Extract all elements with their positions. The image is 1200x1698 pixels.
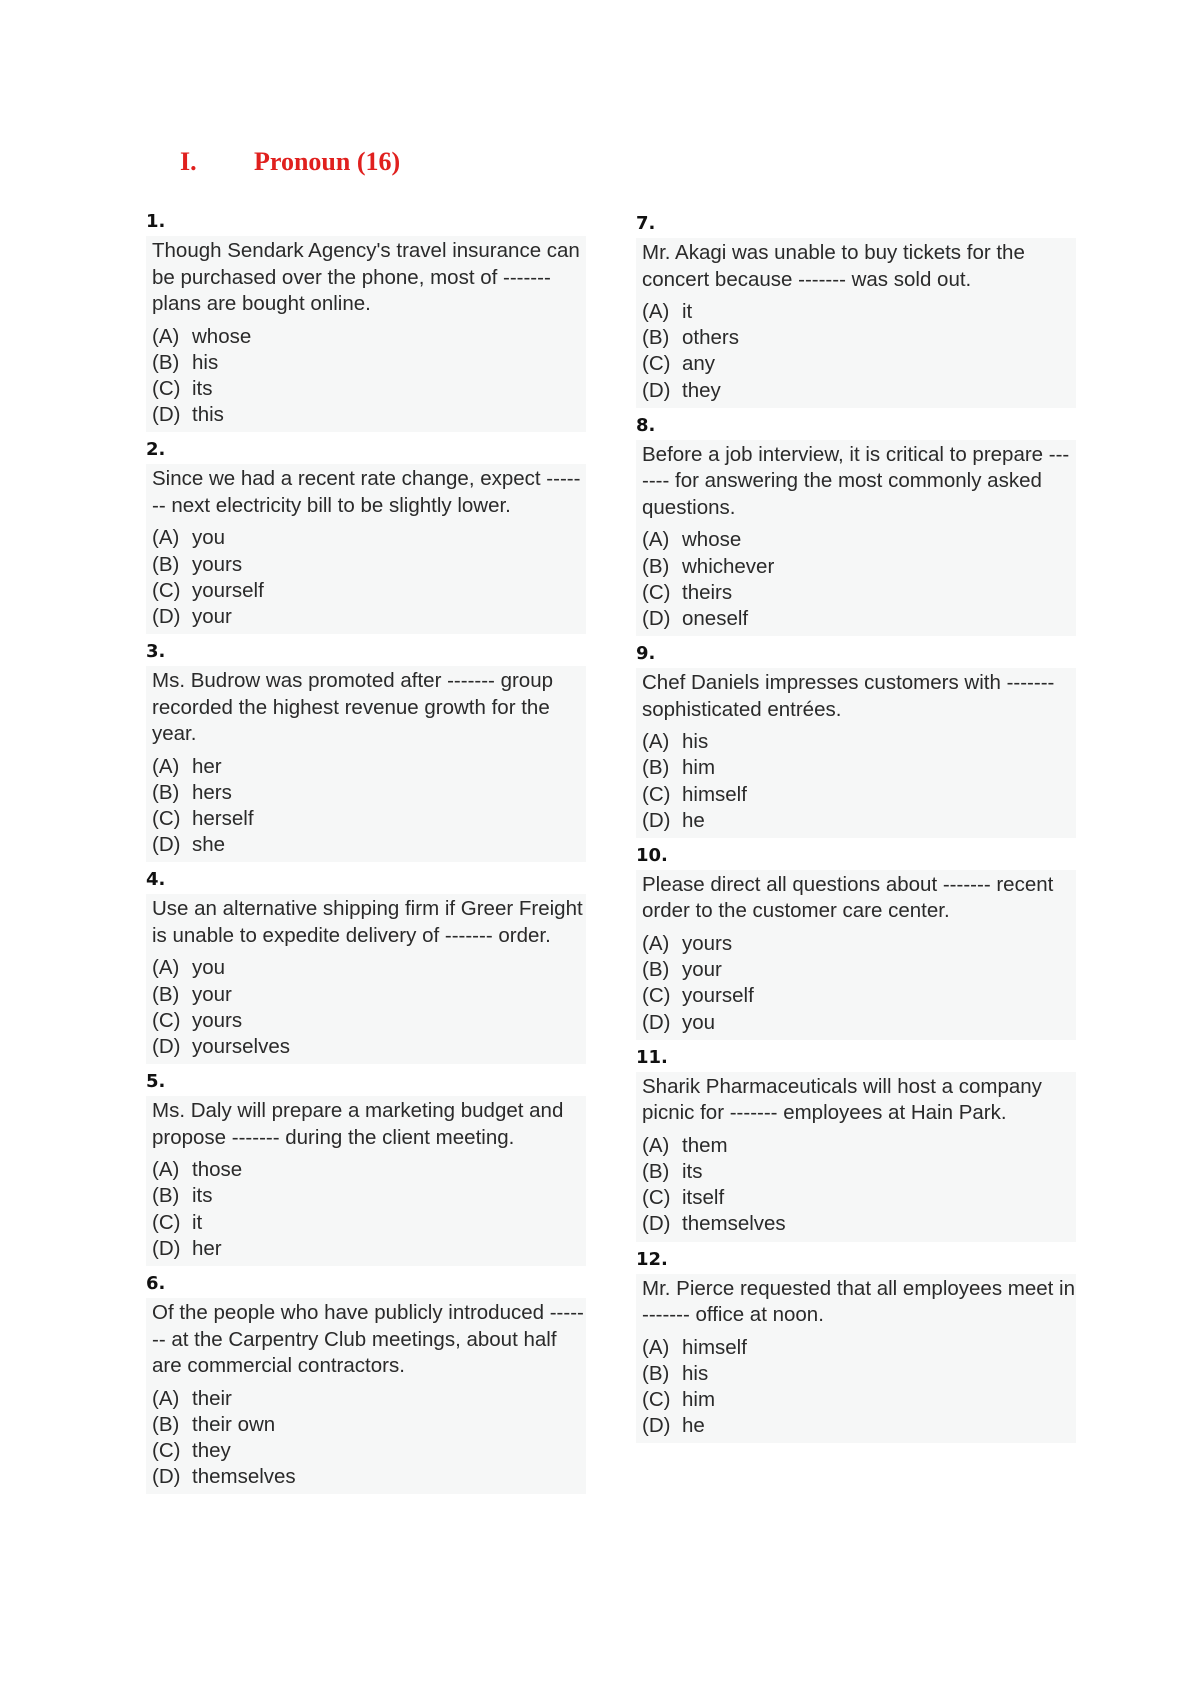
question-number: 3. xyxy=(146,641,166,663)
option-letter: (C) xyxy=(642,580,671,604)
answer-option xyxy=(152,955,586,981)
answer-option xyxy=(642,729,1076,755)
answer-option xyxy=(642,580,1076,606)
option-letter: (A) xyxy=(642,1335,670,1359)
question-number: 7. xyxy=(636,213,656,234)
answer-option xyxy=(152,1386,586,1412)
answer-option xyxy=(152,1034,586,1060)
question-box xyxy=(636,870,1076,1040)
option-letter: (B) xyxy=(642,1159,670,1183)
answer-option xyxy=(152,1157,586,1183)
question-number: 8. xyxy=(636,414,656,436)
question-11 xyxy=(636,1046,1076,1248)
option-letter: (B) xyxy=(642,958,670,982)
question-box xyxy=(636,668,1076,838)
option-text: it xyxy=(192,1210,203,1234)
question-stem: Ms. Daly will prepare a marketing budget and propose ------- during the client meeting. xyxy=(152,1099,564,1149)
answer-option xyxy=(642,1413,1076,1439)
section-number: I. xyxy=(180,147,197,176)
option-letter: (B) xyxy=(642,756,670,780)
option-text: him xyxy=(682,756,716,780)
answer-option xyxy=(152,1236,586,1262)
option-text: himself xyxy=(682,782,747,806)
question-number: 12. xyxy=(636,1248,668,1270)
section-title: Pronoun (16) xyxy=(254,147,401,176)
question-stem: Before a job interview, it is critical to prepare ------- for answering the most commonly asked questions. xyxy=(642,442,1070,519)
question-stem: Mr. Akagi was unable to buy tickets for the concert because ------- was sold out. xyxy=(642,241,1025,291)
answer-option xyxy=(152,1008,586,1034)
option-text: its xyxy=(192,1184,213,1208)
option-letter: (A) xyxy=(152,526,180,550)
answer-option xyxy=(152,324,586,350)
option-letter: (C) xyxy=(152,578,181,602)
option-text: this xyxy=(192,403,224,427)
option-text: them xyxy=(682,1133,728,1157)
question-box xyxy=(146,666,586,862)
answer-option xyxy=(642,1159,1076,1185)
option-letter: (D) xyxy=(642,1010,671,1034)
question-number: 10. xyxy=(636,844,668,866)
answer-option xyxy=(152,832,586,858)
option-text: their own xyxy=(192,1412,276,1436)
option-letter: (D) xyxy=(642,808,671,832)
question-box xyxy=(636,238,1076,408)
option-letter: (B) xyxy=(152,780,180,804)
question-number: 5. xyxy=(146,1071,166,1093)
option-text: yours xyxy=(192,1008,243,1032)
option-text: she xyxy=(192,833,226,857)
option-letter: (D) xyxy=(642,1212,671,1236)
option-letter: (D) xyxy=(152,833,181,857)
option-letter: (B) xyxy=(152,350,180,374)
question-stem: Ms. Budrow was promoted after ------- group recorded the highest revenue growth for the year. xyxy=(152,669,554,746)
option-letter: (D) xyxy=(152,604,181,628)
question-8 xyxy=(636,414,1076,642)
question-number: 2. xyxy=(146,439,166,461)
option-text: yourself xyxy=(682,984,754,1008)
option-text: its xyxy=(682,1159,703,1183)
option-letter: (B) xyxy=(642,326,670,350)
question-stem: Mr. Pierce requested that all employees meet in ------- office at noon. xyxy=(642,1276,1075,1327)
answer-option xyxy=(152,376,586,402)
answer-option xyxy=(642,755,1076,781)
question-1 xyxy=(146,210,586,438)
answer-option xyxy=(152,578,586,604)
section-heading xyxy=(180,147,400,177)
option-letter: (A) xyxy=(642,528,670,552)
option-text: any xyxy=(682,352,716,376)
answer-option xyxy=(642,957,1076,983)
question-number: 11. xyxy=(636,1046,668,1068)
option-text: you xyxy=(192,526,226,550)
option-letter: (A) xyxy=(152,956,180,980)
option-text: your xyxy=(192,604,232,628)
option-letter: (C) xyxy=(152,1008,181,1032)
option-text: herself xyxy=(192,807,254,831)
answer-option xyxy=(152,754,586,780)
option-letter: (B) xyxy=(642,1361,670,1385)
option-letter: (A) xyxy=(152,1386,180,1410)
right-column xyxy=(636,212,1076,1449)
answer-option xyxy=(642,325,1076,351)
answer-option xyxy=(152,525,586,551)
option-text: those xyxy=(192,1158,243,1182)
question-2 xyxy=(146,438,586,640)
question-stem: Of the people who have publicly introduced ------- at the Carpentry Club meetings, about half are commercial contractors. xyxy=(152,1301,584,1378)
question-7 xyxy=(636,212,1076,414)
option-letter: (C) xyxy=(152,807,181,831)
question-5 xyxy=(146,1070,586,1272)
answer-option xyxy=(642,606,1076,632)
option-letter: (A) xyxy=(152,1158,180,1182)
answer-option xyxy=(642,782,1076,808)
option-text: themselves xyxy=(192,1465,296,1489)
option-text: your xyxy=(682,958,722,982)
answer-option xyxy=(642,1185,1076,1211)
option-text: whose xyxy=(682,528,742,552)
question-stem: Please direct all questions about ------- recent order to the customer care center. xyxy=(642,872,1054,923)
option-letter: (A) xyxy=(642,730,670,754)
option-text: her xyxy=(192,1236,222,1260)
question-stem: Sharik Pharmaceuticals will host a company picnic for ------- employees at Hain Park. xyxy=(642,1074,1042,1125)
option-letter: (A) xyxy=(642,1133,670,1157)
option-letter: (A) xyxy=(152,324,180,348)
option-letter: (C) xyxy=(642,1387,671,1411)
option-text: his xyxy=(682,1361,709,1385)
option-letter: (D) xyxy=(642,1414,671,1438)
option-text: it xyxy=(682,300,693,323)
option-text: yourself xyxy=(192,578,264,602)
option-text: itself xyxy=(682,1186,725,1210)
option-text: his xyxy=(682,730,709,754)
answer-option xyxy=(642,351,1076,377)
option-text: he xyxy=(682,808,705,832)
answer-option xyxy=(642,931,1076,957)
option-text: its xyxy=(192,376,213,400)
option-letter: (D) xyxy=(152,403,181,427)
answer-option xyxy=(642,554,1076,580)
option-text: oneself xyxy=(682,606,749,630)
option-text: they xyxy=(682,378,721,402)
option-text: her xyxy=(192,754,222,778)
answer-option xyxy=(642,527,1076,553)
question-stem: Use an alternative shipping firm if Greer Freight is unable to expedite delivery of ------- order. xyxy=(152,897,583,947)
question-9 xyxy=(636,642,1076,844)
answer-option xyxy=(152,402,586,428)
question-box xyxy=(146,1298,586,1494)
option-letter: (B) xyxy=(152,552,180,576)
option-letter: (C) xyxy=(642,984,671,1008)
question-12 xyxy=(636,1248,1076,1450)
question-3 xyxy=(146,640,586,868)
answer-option xyxy=(642,1133,1076,1159)
option-text: you xyxy=(682,1010,716,1034)
answer-option xyxy=(642,983,1076,1009)
question-number: 4. xyxy=(146,869,166,891)
question-box xyxy=(636,1274,1076,1444)
option-letter: (D) xyxy=(642,606,671,630)
question-box xyxy=(146,236,586,432)
answer-option xyxy=(642,1361,1076,1387)
option-letter: (D) xyxy=(642,378,671,402)
answer-option xyxy=(642,299,1076,325)
answer-option xyxy=(152,1438,586,1464)
option-text: their xyxy=(192,1386,232,1410)
option-text: yours xyxy=(682,931,733,955)
answer-option xyxy=(642,808,1076,834)
answer-option xyxy=(642,1387,1076,1413)
answer-option xyxy=(642,378,1076,404)
option-letter: (C) xyxy=(642,782,671,806)
option-letter: (A) xyxy=(642,300,670,323)
option-text: him xyxy=(682,1387,716,1411)
option-letter: (D) xyxy=(152,1465,181,1489)
question-box xyxy=(146,1096,586,1266)
left-column xyxy=(146,210,586,1500)
option-text: theirs xyxy=(682,580,733,604)
option-letter: (C) xyxy=(642,352,671,376)
option-text: themselves xyxy=(682,1212,786,1236)
option-text: whose xyxy=(192,324,252,348)
option-text: yourselves xyxy=(192,1035,290,1059)
question-number: 1. xyxy=(146,211,166,232)
question-4 xyxy=(146,868,586,1070)
answer-option xyxy=(152,780,586,806)
option-letter: (C) xyxy=(152,1210,181,1234)
option-letter: (D) xyxy=(152,1035,181,1059)
option-text: yours xyxy=(192,552,243,576)
answer-option xyxy=(152,982,586,1008)
question-stem: Chef Daniels impresses customers with ------- sophisticated entrées. xyxy=(642,671,1055,721)
answer-option xyxy=(152,1210,586,1236)
answer-option xyxy=(152,1183,586,1209)
answer-option xyxy=(152,806,586,832)
option-letter: (A) xyxy=(642,931,670,955)
option-letter: (D) xyxy=(152,1236,181,1260)
question-6 xyxy=(146,1272,586,1500)
option-letter: (B) xyxy=(152,982,180,1006)
option-letter: (B) xyxy=(152,1184,180,1208)
question-10 xyxy=(636,844,1076,1046)
answer-option xyxy=(642,1211,1076,1237)
option-letter: (C) xyxy=(152,1438,181,1462)
answer-option xyxy=(152,604,586,630)
answer-option xyxy=(152,1412,586,1438)
question-number: 9. xyxy=(636,643,656,665)
option-text: hers xyxy=(192,780,232,804)
question-box xyxy=(146,464,586,634)
question-stem: Though Sendark Agency's travel insurance can be purchased over the phone, most of ------- plans are bought online. xyxy=(152,239,580,315)
option-letter: (B) xyxy=(152,1412,180,1436)
answer-option xyxy=(152,1464,586,1490)
option-text: himself xyxy=(682,1335,747,1359)
option-letter: (C) xyxy=(152,376,181,400)
option-letter: (B) xyxy=(642,554,670,578)
answer-option xyxy=(642,1010,1076,1036)
option-text: you xyxy=(192,956,226,980)
option-letter: (C) xyxy=(642,1186,671,1210)
option-text: others xyxy=(682,326,739,350)
option-text: whichever xyxy=(682,554,775,578)
question-number: 6. xyxy=(146,1273,166,1295)
option-text: his xyxy=(192,350,219,374)
question-box xyxy=(146,894,586,1064)
question-box xyxy=(636,1072,1076,1242)
option-text: your xyxy=(192,982,232,1006)
question-box xyxy=(636,440,1076,636)
option-text: they xyxy=(192,1438,231,1462)
option-letter: (A) xyxy=(152,754,180,778)
option-text: he xyxy=(682,1414,705,1438)
answer-option xyxy=(152,350,586,376)
question-stem: Since we had a recent rate change, expect ------- next electricity bill to be slightly lower. xyxy=(152,467,581,517)
answer-option xyxy=(152,552,586,578)
answer-option xyxy=(642,1335,1076,1361)
